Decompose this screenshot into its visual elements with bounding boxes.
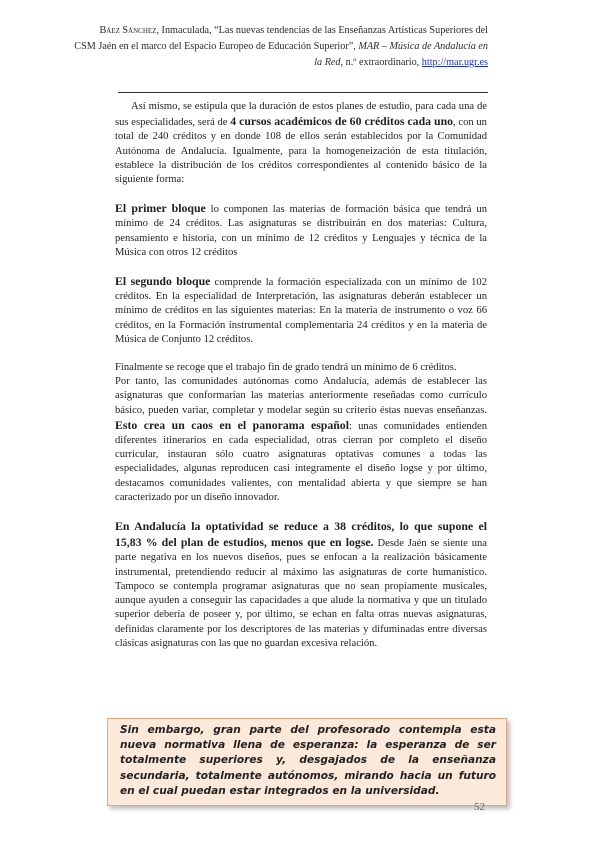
- paragraph-text: : unas comunidades entienden diferentes itinerarios en cada especialidad, otras cierran por completo el diseño curricular, instauran sólo cuatro asignaturas optativas comunes a todas las especialidades, algunas reproducen casi íntegramente el diseño logse y por último, destacamos comunidades valientes, con mentalidad abierta y que siempre se han caracterizado por un diseño innovador.: [115, 420, 487, 503]
- journal-link[interactable]: http://mar.ugr.es: [421, 57, 488, 68]
- article-body: [115, 100, 487, 651]
- page-number: 52: [474, 801, 485, 813]
- journal-name: MAR – Música de Andalucía en: [358, 41, 488, 52]
- paragraph-first-block: [115, 201, 487, 260]
- header-rule: [118, 92, 488, 93]
- paragraph-text: lo componen las materias de formación básica que tendrá un mínimo de 24 créditos. Las asignaturas se distribuirán en dos materias: Cultura, pensamiento e historia, con un mínimo de 12 créditos y Lenguajes y técnica de la Música con otros 12 créditos: [115, 204, 487, 258]
- paragraph-text: , con un total de 240 créditos y en donde 108 de ellos serán establecidos por la Comunidad Autónoma de Andalucía. Igualmente, para la homogeneización de esta titulación, establece la distribución de los créditos correspondientes al contenido básico de la siguiente forma:: [115, 117, 487, 186]
- paragraph-text: Por tanto, las comunidades autónomas como Andalucía, además de establecer las asignaturas que conformarían las materias anteriormente reseñadas como currículo básico, pueden variar, completar y modelar según su criterio éstas nuevas enseñanzas.: [115, 376, 487, 416]
- emphasis-text: En Andalucía la optatividad se reduce a 38 créditos, lo que supone el 15,83 % del plan de estudios, menos que en logse.: [115, 519, 487, 550]
- citation-header: [58, 23, 488, 71]
- citation-issue: , n.º extraordinario,: [340, 57, 422, 68]
- paragraph-duration: [115, 100, 487, 187]
- author-name: Báez Sánchez: [99, 25, 157, 36]
- journal-name-cont: la Red: [314, 57, 341, 68]
- emphasis-text: El primer bloque: [115, 201, 206, 216]
- highlight-quote-box: Sin embargo, gran parte del profesorado contempla esta nueva normativa llena de esperanza: la esperanza de ser totalmente superiores y, desgajados de la enseñanza secundaria, totalmente autónomos, mirando hacia un futuro en el cual puedan estar integrados en la universidad.: [107, 718, 507, 806]
- paragraph-autonomies: [115, 375, 487, 505]
- paragraph-andalucia: [115, 519, 487, 651]
- citation-line1: , Inmaculada, “Las nuevas tendencias de las Enseñanzas Artísticas Superiores del: [156, 25, 488, 36]
- emphasis-text: 4 cursos académicos de 60 créditos cada uno: [230, 114, 454, 129]
- paragraph-text: Desde Jaén se siente una parte negativa en los nuevos diseños, pues se enfocan a la realización básicamente instrumental, pretendiendo reducir al máximo las asignaturas de corte humanístico. Tampoco se contempla programar asignaturas que no sean propiamente musicales, aunque ayuden a conseguir las capacidades a que alude la normativa y que un titulado superior debería de poseer y, por último, se echan en falta otras nuevas asignaturas, definidas claramente por los descriptores de las materias y difuminadas entre diversas clásicas asignaturas con las que no guardan excesiva relación.: [115, 538, 488, 649]
- citation-line2: CSM Jaén en el marco del Espacio Europeo de Educación Superior”,: [74, 41, 359, 52]
- paragraph-final-project: Finalmente se recoge que el trabajo fin de grado tendrá un mínimo de 6 créditos.: [115, 362, 457, 374]
- paragraph-text: Así mismo, se estipula que la duración de estos planes de estudio, para cada una de sus especialidades, será de: [115, 101, 487, 129]
- emphasis-text: Esto crea un caos en el panorama español: [115, 417, 349, 432]
- paragraph-second-block: [115, 274, 487, 347]
- paragraph-text: comprende la formación especializada con un mínimo de 102 créditos. En la especialidad de Interpretación, las asignaturas deberán establecer un mínimo de créditos en las siguientes materias: En la materia de instrumento o voz 66 créditos, en la Formación instrumental complementaria 24 créditos y en la materia de Música de Conjunto 12 créditos.: [115, 277, 487, 345]
- emphasis-text: El segundo bloque: [115, 274, 211, 289]
